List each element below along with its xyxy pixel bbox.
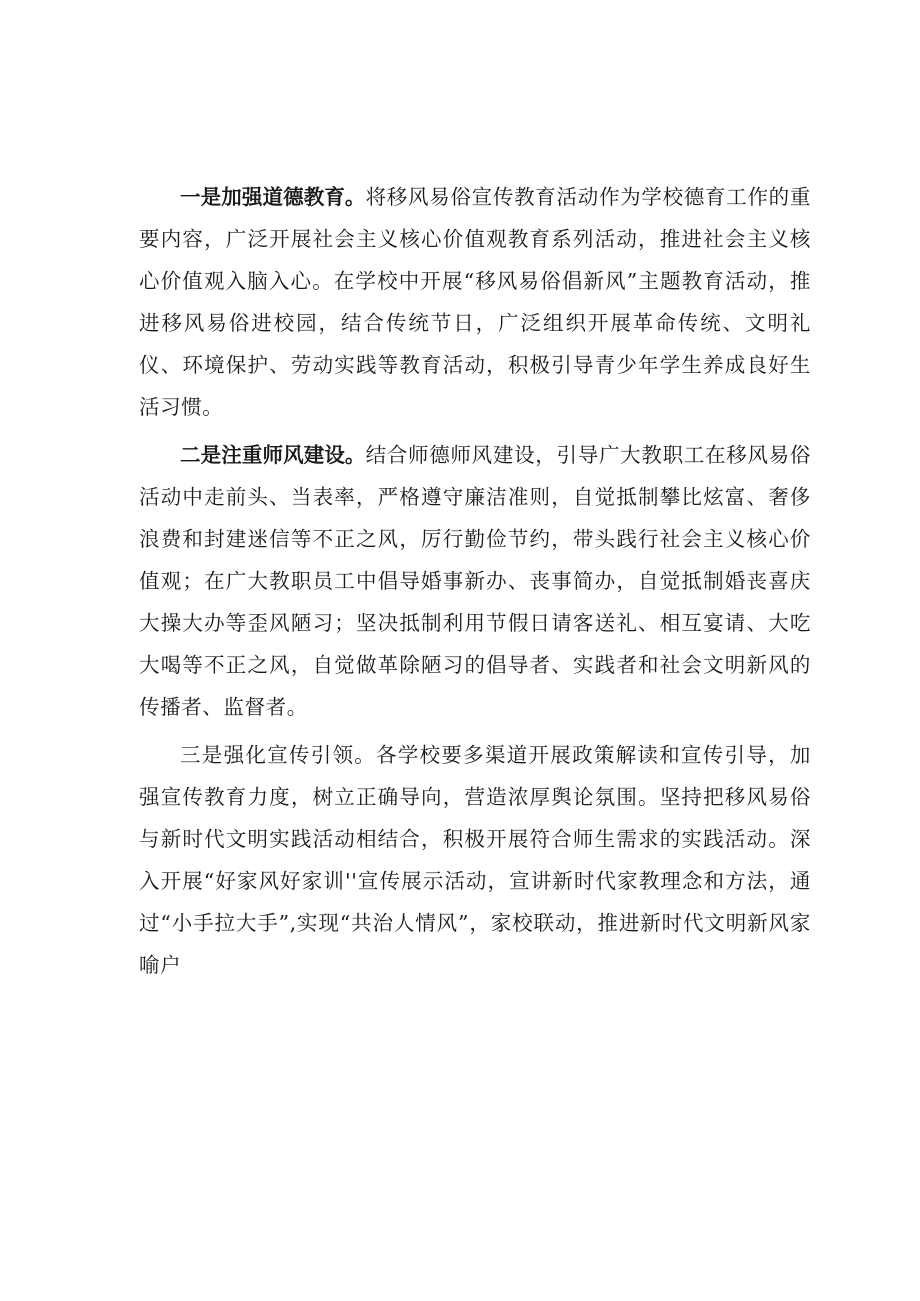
- paragraph-heading: 二是注重师风建设。: [180, 443, 366, 467]
- document-body: [139, 176, 811, 986]
- paragraph-publicity: [139, 734, 811, 986]
- paragraph-teacher-conduct: [139, 434, 811, 728]
- paragraph-text: 将移风易俗宣传教育活动作为学校德育工作的重要内容，广泛开展社会主义核心价值观教育系列活动，推进社会主义核心价值观入脑入心。在学校中开展“移风易俗倡新风”主题教育活动，推进移风易俗进校园，结合传统节日，广泛组织开展革命传统、文明礼仪、环境保护、劳动实践等教育活动，积极引导青少年学生养成良好生活习惯。: [139, 185, 811, 419]
- paragraph-heading: 一是加强道德教育。: [180, 185, 366, 209]
- paragraph-moral-education: [139, 176, 811, 428]
- paragraph-text: 三是强化宣传引领。各学校要多渠道开展政策解读和宣传引导，加强宣传教育力度，树立正确导向，营造浓厚舆论氛围。坚持把移风易俗与新时代文明实践活动相结合，积极开展符合师生需求的实践活动。深入开展“好家风好家训''宣传展示活动，宣讲新时代家教理念和方法，通过“小手拉大手”,实现“共治人情风”，家校联动，推进新时代文明新风家喻户: [139, 743, 811, 977]
- paragraph-text: 结合师德师风建设，引导广大教职工在移风易俗活动中走前头、当表率，严格遵守廉洁准则，自觉抵制攀比炫富、奢侈浪费和封建迷信等不正之风，厉行勤俭节约，带头践行社会主义核心价值观；在广大教职员工中倡导婚事新办、丧事简办，自觉抵制婚丧喜庆大操大办等歪风陋习；坚决抵制利用节假日请客送礼、相互宴请、大吃大喝等不正之风，自觉做革除陋习的倡导者、实践者和社会文明新风的传播者、监督者。: [139, 443, 811, 719]
